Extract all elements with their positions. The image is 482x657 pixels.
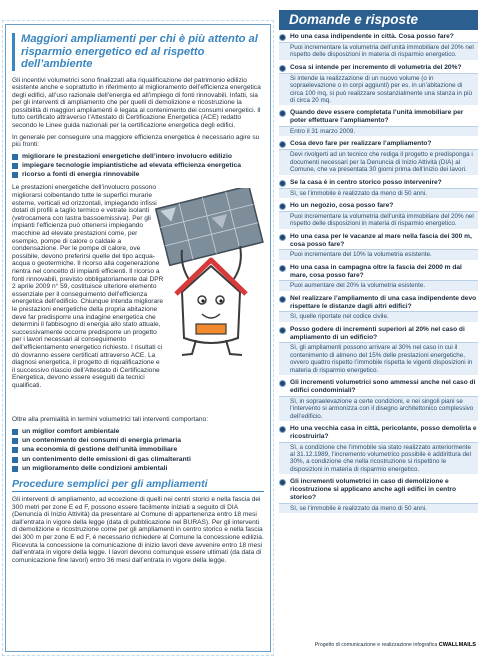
qa-item (279, 478, 478, 513)
answer: Puoi aumentare del 20% la volumetria esistente. (279, 280, 478, 290)
qa-item (279, 109, 478, 136)
question: Gli incrementi volumetrici in caso di demolizione e ricostruzione si applicano anche agli edifici in centro storico? (279, 478, 478, 501)
section-title-procedure: Procedure semplici per gli ampliamenti (12, 478, 264, 492)
question: Ho una casa indipendente in città. Cosa posso fare? (279, 33, 478, 41)
bullet-square-icon (12, 457, 18, 463)
left-content (12, 33, 264, 568)
question: Nel realizzare l’ampliamento di una casa indipendente devo rispettare le distanze dagli altri edifici? (279, 295, 478, 311)
question-bullet-icon (279, 380, 286, 387)
question-bullet-icon (279, 426, 286, 433)
question: Gli incrementi volumetrici sono ammessi anche nel caso di edifici condominiali? (279, 379, 478, 395)
answer: Sì, quelle riportate nel codice civile. (279, 311, 478, 321)
left-column (5, 24, 271, 652)
answer: Sì, gli ampliamenti possono arrivare al 30% nel caso in cui il contenimento di almeno del 15% delle prestazioni energetiche, ovvero quattro rispetto l’immobile rispetta le vigenti disposizioni in materia di risparmio energetico. (279, 342, 478, 375)
question: Se la casa è in centro storico posso intervenire? (279, 179, 478, 187)
question: Quando deve essere completata l’unità immobiliare per poter effettuare l’ampliamento? (279, 109, 478, 125)
benefit-item: un miglioramento delle condizioni ambientali (12, 465, 264, 473)
question-bullet-icon (279, 180, 286, 187)
qa-item (279, 202, 478, 229)
question-bullet-icon (279, 234, 286, 241)
bullet-square-icon (12, 163, 18, 169)
right-column (279, 10, 478, 653)
intro-paragraph: Gli incentivi volumetrici sono finalizzati alla riqualificazione del patrimonio edilizio esistente anche e soprattutto in riferimento al miglioramento dell’efficienza energetica degli edifici, all’uso razionale dell’energia ed all’impiego di fonti rinnovabili. Infatti, sia per gli interventi di ampliamento che per quelli di demolizione e ricostruzione la possibilità di maggiori ampliamenti è legata al contenimento dei consumi energetici. Il tutto certificato attraverso l’Attestato di Certificazione Energetica (ACE) redatto secondo le Linee guida nazionali per la certificazione energetica degli edifici. (12, 76, 261, 130)
qa-item (279, 264, 478, 291)
main-title: Maggiori ampliamenti per chi è più attento al risparmio energetico ed al rispetto dell’ambiente (12, 33, 264, 71)
question: Cosa devo fare per realizzare l’ampliamento? (279, 140, 478, 148)
answer: Puoi incrementare la volumetria dell’unità immobiliare del 20% nel rispetto delle disposizioni in materia di risparmio energetico. (279, 211, 478, 229)
qa-item (279, 179, 478, 198)
question-bullet-icon (279, 327, 286, 334)
fronts-list (12, 153, 264, 180)
answer: Sì, in sopraelevazione a certe condizioni, e nei singoli piani se l’intervento si armonizza con il disegno architettonico complessivo dell’edificio. (279, 396, 478, 421)
benefit-item: una economia di gestione dell’unità immobiliare (12, 446, 264, 454)
question: Posso godere di incrementi superiori al 20% nel caso di ampliamento di un edificio? (279, 326, 478, 342)
question: Ho una casa in campagna oltre la fascia dei 2000 m dal mare, cosa posso fare? (279, 264, 478, 280)
benefit-item: un contenimento delle emissioni di gas climalteranti (12, 456, 264, 464)
answer: Sì, se l’immobile è realizzato da meno di 50 anni. (279, 188, 478, 198)
question-bullet-icon (279, 141, 286, 148)
qa-header: Domande e risposte (279, 10, 478, 30)
answer: Sì, a condizione che l’immobile sia stato realizzato anteriormente al 31.12.1989, l’incremento volumetrico possibile è addirittura del 30%, a condizione che nella ricostruzione si rispettino le disposizioni in materia di risparmio energetico. (279, 442, 478, 475)
qa-item (279, 140, 478, 174)
benefit-item: un contenimento dei consumi di energia primaria (12, 437, 264, 445)
bullet-square-icon (12, 154, 18, 160)
qa-item (279, 233, 478, 260)
fronts-item: ricorso a fonti di energia rinnovabile (12, 171, 264, 179)
intro-paragraph-2: In generale per conseguire una maggiore efficienza energetica è necessario agire su più fronti: (12, 133, 260, 149)
qa-item (279, 64, 478, 106)
bullet-square-icon (12, 172, 18, 178)
question-bullet-icon (279, 265, 286, 272)
qa-item (279, 326, 478, 375)
question: Ho una vecchia casa in città, pericolante, posso demolirla e ricostruirla? (279, 425, 478, 441)
question-bullet-icon (279, 203, 286, 210)
qa-item (279, 295, 478, 322)
footer-text: Progetto di comunicazione e realizzazione infografica (314, 642, 438, 648)
fronts-item: impiegare tecnologie impiantistiche ad elevata efficienza energetica (12, 162, 264, 170)
bullet-square-icon (12, 447, 18, 453)
question-bullet-icon (279, 479, 286, 486)
benefits-intro: Oltre alla premialità in termini volumetrici tali interventi comportano: (12, 416, 209, 424)
answer: Entro il 31 marzo 2009. (279, 126, 478, 136)
question-bullet-icon (279, 296, 286, 303)
bullet-square-icon (12, 429, 18, 435)
question: Cosa si intende per incremento di volumetria del 20%? (279, 64, 478, 72)
question-bullet-icon (279, 110, 286, 117)
answer: Puoi incrementare la volumetria dell’unità immobiliare del 20% nel rispetto delle disposizioni in materia di risparmio energetico. (279, 42, 478, 60)
question: Ho un negozio, cosa posso fare? (279, 202, 478, 210)
answer: Puoi incrementare del 10% la volumetria esistente. (279, 249, 478, 259)
qa-item (279, 379, 478, 421)
qa-item (279, 33, 478, 60)
answer: Si intende la realizzazione di un nuovo volume (o in sopraelevazione o in corpi aggiunti) per es. in un’abitazione di circa 100 mq, si può realizzare sostanzialmente una stanza in più di circa 20 mq. (279, 73, 478, 106)
footer-brand: CWALLMAILS (438, 642, 476, 648)
answer: Sì, se l’immobile è realizzato da meno di 50 anni. (279, 503, 478, 513)
bullet-square-icon (12, 466, 18, 472)
benefits-list (12, 428, 264, 473)
question: Ho una casa per le vacanze al mare nella fascia dei 300 m, cosa posso fare? (279, 233, 478, 249)
answer: Devi rivolgerti ad un tecnico che rediga il progetto e predisponga i documenti necessari per la Denuncia di Inizio Attività (DIA) al Comune, che va presentata 30 giorni prima dell’inizio dei lavori. (279, 149, 478, 174)
house-solar-panel-illustration (152, 188, 270, 358)
footer-credit (279, 642, 478, 648)
qa-item (279, 425, 478, 474)
fronts-item: migliorare le prestazioni energetiche dell’intero involucro edilizio (12, 153, 264, 161)
body-text: Le prestazioni energetiche dell’involucro possono migliorarsi coibentando tutte le superfici murarie esterne, verticali ed orizzontali, impiegando infissi dotati di profili a taglio termico e vetrate isolanti (vetrocamera con lastra bassoemissiva). Per gli impianti l’efficienza può ottenersi impiegando macchine ad elevate prestazioni come, per esempio, pompe di calore o caldaie a condensazione. Per le pompe di calore, ove possibile, devono preferirsi quelle del tipo acqua-acqua o geotermiche. Il ricorso alla cogenerazione rientra nel concetto di impianti efficienti. Il ricorso a fonti rinnovabili, previsto obbligatoriamente dal DPR 2 aprile 2009 n° 59, costituisce ulteriore elemento essenziale per il conseguimento dell’efficienza energetica dell’edificio. Chiunque intenda migliorare le prestazioni energetiche della propria abitazione deve far predisporre una indagine energetica che determini il fabbisogno di energia allo stato attuale, successivamente occorre predisporre un progetto per i lavori necessari al conseguimento dell’efficientamento energetico richiesto. I risultati ci dò dovranno essere certificati attraverso ACE. La diagnosi energetica, il progetto di riqualificazione e il successivo rilascio dell’Attestato di Certificazione Energetica, devono essere eseguiti da tecnici qualificati. (12, 184, 164, 389)
question-bullet-icon (279, 34, 286, 41)
procedure-text: Gli interventi di ampliamento, ad eccezione di quelli nei centri storici e nella fascia dei 300 metri per zone E ed F, possono essere facilmente iniziati a seguito di DIA (Denuncia di Inizio Attività) da presentare al Comune di appartenenza entro 18 mesi dall’entrata in vigore della legge (data di pubblicazione nel BURAS). Per gli interventi di demolizione e ricostruzione come per gli ampliamenti in centro storico e nella fascia dei 300 m per zone E ed F, è necessario richiedere al Comune la concessione edilizia. Ricevuta la concessione la comunicazione di inizio lavori deve avvenire entro 18 mesi dall’entrata in vigore della legge. I lavori devono comunque essere ultimati (da data di comunicazione fine lavori) entro 36 mesi dall’entrata in vigore della legge. (12, 496, 264, 564)
bullet-square-icon (12, 438, 18, 444)
illustration-section (12, 184, 264, 416)
benefit-item: un miglior comfort ambientale (12, 428, 264, 436)
question-bullet-icon (279, 65, 286, 72)
